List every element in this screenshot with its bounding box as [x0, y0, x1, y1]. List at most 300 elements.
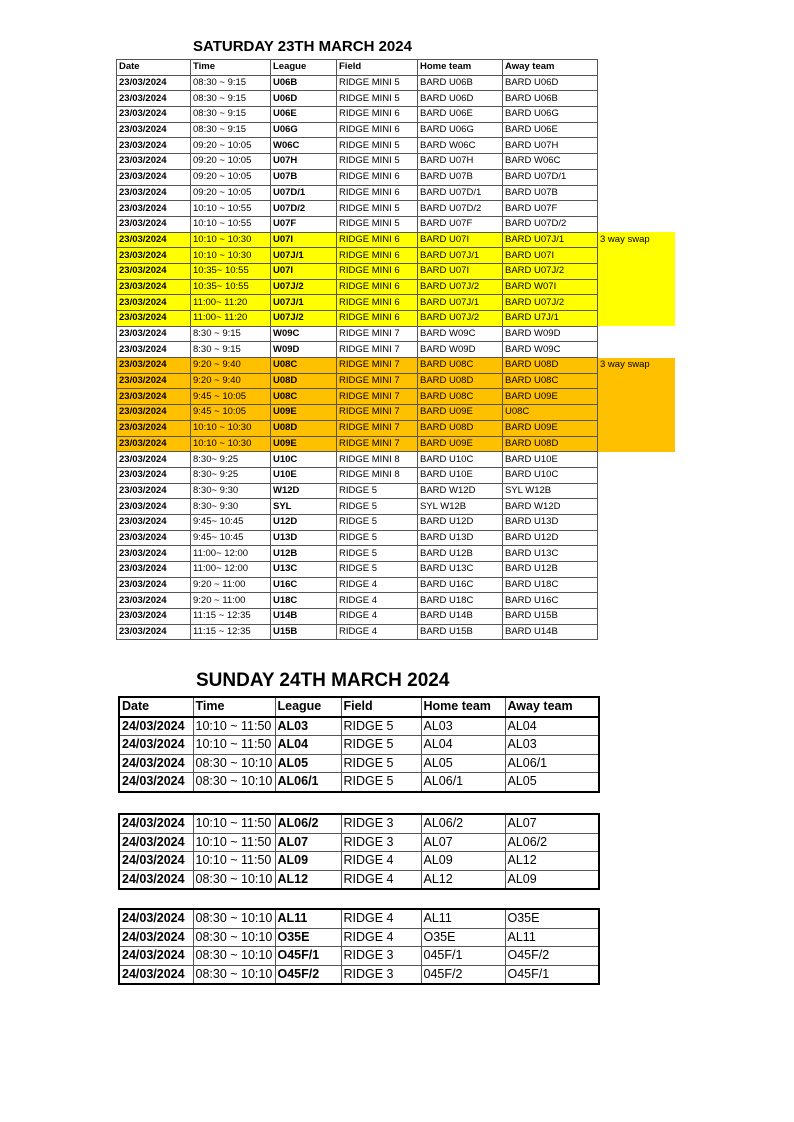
time-cell: 10:35~ 10:55 — [191, 263, 271, 279]
home-team-cell: BARD U06G — [418, 122, 503, 138]
table-row — [117, 138, 676, 154]
time-cell: 08:30 ~ 10:10 — [193, 965, 275, 984]
home-team-cell: BARD U18C — [418, 593, 503, 609]
away-team-header: Away team — [503, 60, 598, 76]
field-cell: RIDGE MINI 7 — [337, 436, 418, 452]
table-row — [119, 754, 599, 773]
date-cell: 23/03/2024 — [117, 452, 191, 468]
home-team-cell: BARD U13D — [418, 530, 503, 546]
home-team-cell: BARD U08D — [418, 420, 503, 436]
field-cell: RIDGE MINI 6 — [337, 185, 418, 201]
field-cell: RIDGE MINI 8 — [337, 467, 418, 483]
home-team-cell: AL11 — [421, 909, 505, 928]
time-cell: 9:20 ~ 11:00 — [191, 593, 271, 609]
league-cell: U07J/2 — [271, 279, 337, 295]
league-cell: U08D — [271, 420, 337, 436]
field-cell: RIDGE 5 — [341, 717, 421, 736]
home-team-header: Home team — [418, 60, 503, 76]
table-header-row — [119, 697, 599, 717]
away-team-cell: BARD U07F — [503, 201, 598, 217]
note-cell — [598, 530, 676, 546]
league-cell: U16C — [271, 577, 337, 593]
date-cell: 23/03/2024 — [117, 609, 191, 625]
league-cell: AL09 — [275, 852, 341, 871]
table-row — [117, 562, 676, 578]
away-team-cell: BARD U06E — [503, 122, 598, 138]
time-cell: 11:15 ~ 12:35 — [191, 624, 271, 640]
field-cell: RIDGE MINI 6 — [337, 107, 418, 123]
home-team-cell: BARD U07J/2 — [418, 311, 503, 327]
table-row — [117, 358, 676, 374]
field-cell: RIDGE 3 — [341, 833, 421, 852]
home-team-cell: BARD W09D — [418, 342, 503, 358]
note-cell — [598, 201, 676, 217]
time-cell: 10:10 ~ 11:50 — [193, 717, 275, 736]
home-team-cell: BARD U06B — [418, 75, 503, 91]
league-cell: U07J/2 — [271, 311, 337, 327]
field-cell: RIDGE 5 — [337, 499, 418, 515]
league-cell: U10E — [271, 467, 337, 483]
home-team-cell: BARD U14B — [418, 609, 503, 625]
empty-cell — [598, 60, 676, 76]
time-cell: 09:20 ~ 10:05 — [191, 185, 271, 201]
table-row — [117, 201, 676, 217]
field-cell: RIDGE 5 — [341, 754, 421, 773]
sunday-table-group-2 — [118, 813, 600, 890]
field-cell: RIDGE MINI 7 — [337, 358, 418, 374]
league-cell: AL11 — [275, 909, 341, 928]
home-team-cell: BARD U09E — [418, 436, 503, 452]
league-cell: U06B — [271, 75, 337, 91]
date-cell: 23/03/2024 — [117, 138, 191, 154]
date-cell: 23/03/2024 — [117, 154, 191, 170]
note-cell: 3 way swap — [598, 358, 676, 374]
league-cell: U07F — [271, 216, 337, 232]
time-cell: 08:30 ~ 9:15 — [191, 122, 271, 138]
time-cell: 08:30 ~ 10:10 — [193, 947, 275, 966]
home-team-cell: AL12 — [421, 870, 505, 889]
table-row — [117, 609, 676, 625]
league-cell: AL04 — [275, 736, 341, 755]
table-row — [117, 248, 676, 264]
date-cell: 23/03/2024 — [117, 499, 191, 515]
away-team-cell: BARD U15B — [503, 609, 598, 625]
away-team-cell: BARD U08C — [503, 373, 598, 389]
league-cell: U15B — [271, 624, 337, 640]
away-team-cell: BARD U10E — [503, 452, 598, 468]
field-cell: RIDGE MINI 5 — [337, 75, 418, 91]
field-cell: RIDGE MINI 7 — [337, 373, 418, 389]
away-team-cell: BARD W12D — [503, 499, 598, 515]
away-team-cell: BARD U08D — [503, 358, 598, 374]
time-cell: 08:30 ~ 9:15 — [191, 107, 271, 123]
field-cell: RIDGE MINI 5 — [337, 216, 418, 232]
home-team-cell: BARD W09C — [418, 326, 503, 342]
note-cell — [598, 216, 676, 232]
field-cell: RIDGE 5 — [341, 736, 421, 755]
home-team-cell: 045F/2 — [421, 965, 505, 984]
time-cell: 10:10 ~ 10:55 — [191, 201, 271, 217]
home-team-cell: BARD W06C — [418, 138, 503, 154]
table-row — [117, 389, 676, 405]
date-cell: 23/03/2024 — [117, 373, 191, 389]
date-cell: 23/03/2024 — [117, 311, 191, 327]
date-cell: 23/03/2024 — [117, 248, 191, 264]
date-cell: 23/03/2024 — [117, 514, 191, 530]
date-cell: 23/03/2024 — [117, 169, 191, 185]
league-cell: U07H — [271, 154, 337, 170]
away-team-cell: BARD U16C — [503, 593, 598, 609]
home-team-cell: AL09 — [421, 852, 505, 871]
league-cell: U07J/1 — [271, 295, 337, 311]
field-cell: RIDGE MINI 6 — [337, 295, 418, 311]
league-cell: U07B — [271, 169, 337, 185]
note-cell — [598, 562, 676, 578]
table-row — [117, 107, 676, 123]
league-cell: U13C — [271, 562, 337, 578]
date-cell: 23/03/2024 — [117, 232, 191, 248]
field-cell: RIDGE MINI 7 — [337, 326, 418, 342]
date-cell: 23/03/2024 — [117, 279, 191, 295]
away-team-cell: AL03 — [505, 736, 599, 755]
field-header: Field — [337, 60, 418, 76]
away-team-cell: BARD U13D — [503, 514, 598, 530]
home-team-cell: BARD U07F — [418, 216, 503, 232]
away-team-header: Away team — [505, 697, 599, 717]
league-cell: AL06/1 — [275, 773, 341, 792]
sunday-table-group-1 — [118, 696, 600, 793]
date-cell: 23/03/2024 — [117, 530, 191, 546]
table-header-row — [117, 60, 676, 76]
date-cell: 23/03/2024 — [117, 107, 191, 123]
away-team-cell: BARD U07B — [503, 185, 598, 201]
date-cell: 24/03/2024 — [119, 717, 193, 736]
away-team-cell: U08C — [503, 405, 598, 421]
note-cell — [598, 342, 676, 358]
time-cell: 10:10 ~ 11:50 — [193, 736, 275, 755]
note-cell — [598, 169, 676, 185]
table-row — [117, 499, 676, 515]
home-team-cell: AL05 — [421, 754, 505, 773]
table-row — [117, 483, 676, 499]
time-cell: 11:15 ~ 12:35 — [191, 609, 271, 625]
field-cell: RIDGE MINI 7 — [337, 420, 418, 436]
league-cell: AL03 — [275, 717, 341, 736]
time-cell: 9:45 ~ 10:05 — [191, 389, 271, 405]
league-cell: U07D/1 — [271, 185, 337, 201]
away-team-cell: BARD U07I — [503, 248, 598, 264]
away-team-cell: O35E — [505, 909, 599, 928]
time-cell: 10:10 ~ 10:30 — [191, 420, 271, 436]
league-cell: U14B — [271, 609, 337, 625]
time-cell: 8:30~ 9:25 — [191, 467, 271, 483]
away-team-cell: BARD W09C — [503, 342, 598, 358]
table-row — [117, 530, 676, 546]
date-cell: 23/03/2024 — [117, 467, 191, 483]
field-cell: RIDGE 3 — [341, 947, 421, 966]
field-cell: RIDGE 3 — [341, 814, 421, 833]
time-cell: 08:30 ~ 9:15 — [191, 91, 271, 107]
home-team-cell: BARD U07J/2 — [418, 279, 503, 295]
date-cell: 23/03/2024 — [117, 295, 191, 311]
date-cell: 24/03/2024 — [119, 833, 193, 852]
away-team-cell: AL12 — [505, 852, 599, 871]
time-cell: 8:30~ 9:30 — [191, 499, 271, 515]
away-team-cell: AL06/1 — [505, 754, 599, 773]
away-team-cell: BARD U12D — [503, 530, 598, 546]
date-cell: 23/03/2024 — [117, 216, 191, 232]
league-cell: U12D — [271, 514, 337, 530]
date-cell: 23/03/2024 — [117, 577, 191, 593]
home-team-cell: BARD U10E — [418, 467, 503, 483]
away-team-cell: BARD U06B — [503, 91, 598, 107]
field-cell: RIDGE MINI 5 — [337, 138, 418, 154]
date-cell: 24/03/2024 — [119, 814, 193, 833]
field-cell: RIDGE 4 — [341, 909, 421, 928]
league-cell: U12B — [271, 546, 337, 562]
league-header: League — [275, 697, 341, 717]
league-cell: AL05 — [275, 754, 341, 773]
table-row — [117, 216, 676, 232]
time-header: Time — [193, 697, 275, 717]
field-cell: RIDGE MINI 7 — [337, 389, 418, 405]
field-cell: RIDGE MINI 5 — [337, 154, 418, 170]
away-team-cell: BARD U7J/1 — [503, 311, 598, 327]
date-cell: 23/03/2024 — [117, 405, 191, 421]
league-cell: O45F/1 — [275, 947, 341, 966]
league-cell: U10C — [271, 452, 337, 468]
table-row — [117, 624, 676, 640]
away-team-cell: AL05 — [505, 773, 599, 792]
home-team-cell: BARD U06E — [418, 107, 503, 123]
league-cell: U07D/2 — [271, 201, 337, 217]
table-row — [119, 928, 599, 947]
home-team-cell: BARD U08D — [418, 373, 503, 389]
away-team-cell: BARD W09D — [503, 326, 598, 342]
time-cell: 08:30 ~ 10:10 — [193, 754, 275, 773]
table-row — [119, 833, 599, 852]
league-cell: SYL — [271, 499, 337, 515]
date-cell: 23/03/2024 — [117, 562, 191, 578]
field-cell: RIDGE 5 — [337, 546, 418, 562]
league-cell: U06E — [271, 107, 337, 123]
time-cell: 10:10 ~ 10:30 — [191, 232, 271, 248]
note-cell — [598, 311, 676, 327]
time-cell: 10:10 ~ 10:55 — [191, 216, 271, 232]
field-cell: RIDGE MINI 6 — [337, 232, 418, 248]
note-cell — [598, 295, 676, 311]
table-row — [117, 452, 676, 468]
league-cell: W06C — [271, 138, 337, 154]
home-team-cell: AL06/1 — [421, 773, 505, 792]
table-row — [117, 75, 676, 91]
table-row — [117, 279, 676, 295]
away-team-cell: BARD U18C — [503, 577, 598, 593]
time-cell: 9:45~ 10:45 — [191, 530, 271, 546]
note-cell — [598, 122, 676, 138]
time-cell: 11:00~ 12:00 — [191, 546, 271, 562]
note-cell — [598, 420, 676, 436]
note-cell — [598, 326, 676, 342]
note-cell — [598, 436, 676, 452]
date-cell: 23/03/2024 — [117, 263, 191, 279]
league-cell: AL12 — [275, 870, 341, 889]
away-team-cell: BARD W06C — [503, 154, 598, 170]
table-row — [117, 122, 676, 138]
league-cell: W12D — [271, 483, 337, 499]
time-cell: 8:30~ 9:25 — [191, 452, 271, 468]
date-cell: 24/03/2024 — [119, 773, 193, 792]
field-cell: RIDGE MINI 7 — [337, 405, 418, 421]
time-cell: 9:45~ 10:45 — [191, 514, 271, 530]
home-team-cell: BARD U15B — [418, 624, 503, 640]
league-cell: W09C — [271, 326, 337, 342]
table-row — [117, 232, 676, 248]
away-team-cell: BARD U09E — [503, 420, 598, 436]
date-cell: 23/03/2024 — [117, 326, 191, 342]
table-row — [117, 263, 676, 279]
home-team-cell: BARD U07D/2 — [418, 201, 503, 217]
time-cell: 8:30 ~ 9:15 — [191, 342, 271, 358]
note-cell — [598, 577, 676, 593]
field-cell: RIDGE 4 — [341, 852, 421, 871]
time-cell: 09:20 ~ 10:05 — [191, 169, 271, 185]
league-header: League — [271, 60, 337, 76]
home-team-cell: BARD U06D — [418, 91, 503, 107]
table-row — [117, 436, 676, 452]
league-cell: U08C — [271, 389, 337, 405]
table-row — [117, 593, 676, 609]
time-cell: 10:10 ~ 11:50 — [193, 852, 275, 871]
note-cell — [598, 279, 676, 295]
league-cell: O35E — [275, 928, 341, 947]
table-row — [119, 965, 599, 984]
table-row — [119, 773, 599, 792]
note-cell — [598, 514, 676, 530]
date-cell: 24/03/2024 — [119, 736, 193, 755]
table-row — [119, 852, 599, 871]
table-row — [117, 154, 676, 170]
field-cell: RIDGE 5 — [337, 514, 418, 530]
date-cell: 23/03/2024 — [117, 483, 191, 499]
league-cell: U07I — [271, 263, 337, 279]
away-team-cell: AL09 — [505, 870, 599, 889]
field-cell: RIDGE MINI 6 — [337, 279, 418, 295]
time-cell: 08:30 ~ 10:10 — [193, 909, 275, 928]
time-cell: 09:20 ~ 10:05 — [191, 138, 271, 154]
league-cell: U06G — [271, 122, 337, 138]
home-team-cell: BARD U07D/1 — [418, 185, 503, 201]
away-team-cell: BARD U07H — [503, 138, 598, 154]
saturday-title: SATURDAY 23TH MARCH 2024 — [193, 38, 412, 55]
league-cell: U08D — [271, 373, 337, 389]
away-team-cell: BARD U07J/2 — [503, 295, 598, 311]
note-cell — [598, 107, 676, 123]
league-cell: AL07 — [275, 833, 341, 852]
home-team-header: Home team — [421, 697, 505, 717]
date-cell: 23/03/2024 — [117, 201, 191, 217]
date-cell: 24/03/2024 — [119, 947, 193, 966]
field-cell: RIDGE 4 — [341, 928, 421, 947]
date-header: Date — [117, 60, 191, 76]
away-team-cell: AL04 — [505, 717, 599, 736]
league-cell: O45F/2 — [275, 965, 341, 984]
note-cell — [598, 546, 676, 562]
field-cell: RIDGE MINI 6 — [337, 311, 418, 327]
table-row — [119, 947, 599, 966]
time-cell: 10:35~ 10:55 — [191, 279, 271, 295]
date-header: Date — [119, 697, 193, 717]
date-cell: 23/03/2024 — [117, 358, 191, 374]
league-cell: U13D — [271, 530, 337, 546]
away-team-cell: BARD U09E — [503, 389, 598, 405]
time-cell: 10:10 ~ 11:50 — [193, 833, 275, 852]
home-team-cell: BARD U13C — [418, 562, 503, 578]
date-cell: 24/03/2024 — [119, 852, 193, 871]
field-cell: RIDGE 4 — [341, 870, 421, 889]
date-cell: 23/03/2024 — [117, 593, 191, 609]
date-cell: 23/03/2024 — [117, 624, 191, 640]
league-cell: U08C — [271, 358, 337, 374]
sunday-table-group-3 — [118, 908, 600, 985]
date-cell: 23/03/2024 — [117, 122, 191, 138]
away-team-cell: O45F/2 — [505, 947, 599, 966]
away-team-cell: BARD U07J/1 — [503, 232, 598, 248]
time-cell: 8:30~ 9:30 — [191, 483, 271, 499]
home-team-cell: BARD U08C — [418, 389, 503, 405]
home-team-cell: BARD U07J/1 — [418, 248, 503, 264]
home-team-cell: AL07 — [421, 833, 505, 852]
table-row — [117, 185, 676, 201]
table-row — [117, 420, 676, 436]
field-cell: RIDGE MINI 6 — [337, 169, 418, 185]
table-row — [117, 326, 676, 342]
home-team-cell: AL04 — [421, 736, 505, 755]
home-team-cell: AL06/2 — [421, 814, 505, 833]
home-team-cell: AL03 — [421, 717, 505, 736]
time-cell: 10:10 ~ 10:30 — [191, 248, 271, 264]
table-row — [119, 717, 599, 736]
league-cell: AL06/2 — [275, 814, 341, 833]
time-cell: 9:20 ~ 9:40 — [191, 373, 271, 389]
field-cell: RIDGE 4 — [337, 593, 418, 609]
field-cell: RIDGE 4 — [337, 577, 418, 593]
home-team-cell: BARD U07B — [418, 169, 503, 185]
home-team-cell: BARD U08C — [418, 358, 503, 374]
home-team-cell: BARD U09E — [418, 405, 503, 421]
table-row — [117, 577, 676, 593]
note-cell — [598, 138, 676, 154]
note-cell — [598, 248, 676, 264]
table-row — [117, 373, 676, 389]
note-cell — [598, 452, 676, 468]
table-row — [119, 814, 599, 833]
away-team-cell: SYL W12B — [503, 483, 598, 499]
date-cell: 24/03/2024 — [119, 909, 193, 928]
home-team-cell: BARD U07H — [418, 154, 503, 170]
note-cell: 3 way swap — [598, 232, 676, 248]
date-cell: 23/03/2024 — [117, 420, 191, 436]
away-team-cell: AL07 — [505, 814, 599, 833]
table-row — [117, 91, 676, 107]
date-cell: 24/03/2024 — [119, 965, 193, 984]
date-cell: 23/03/2024 — [117, 342, 191, 358]
time-cell: 08:30 ~ 10:10 — [193, 870, 275, 889]
field-cell: RIDGE MINI 6 — [337, 248, 418, 264]
date-cell: 24/03/2024 — [119, 754, 193, 773]
time-cell: 11:00~ 11:20 — [191, 295, 271, 311]
note-cell — [598, 467, 676, 483]
